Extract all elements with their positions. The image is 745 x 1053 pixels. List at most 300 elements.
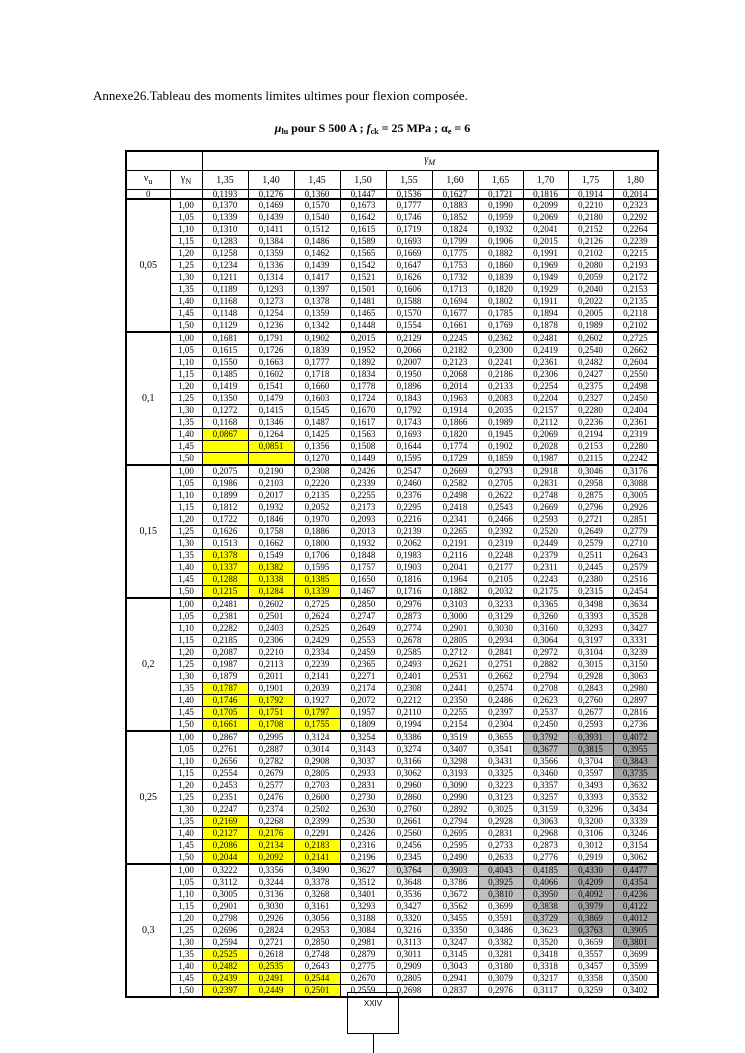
- value-cell: 0,1987: [202, 659, 248, 671]
- value-cell: 0,1945: [478, 429, 523, 441]
- value-cell: 0,2374: [248, 804, 294, 816]
- value-cell: 0,2793: [478, 465, 523, 478]
- value-cell: 0,1820: [432, 429, 478, 441]
- value-cell: 0,3486: [478, 925, 523, 937]
- value-cell: 0,3246: [613, 828, 658, 840]
- gamma-n-cell: 1,35: [170, 816, 202, 828]
- value-cell: 0,1270: [294, 453, 340, 466]
- value-cell: 0,1969: [523, 260, 568, 272]
- value-cell: 0,1991: [523, 248, 568, 260]
- value-cell: 0,3365: [523, 598, 568, 611]
- value-cell: 0,3247: [432, 937, 478, 949]
- gamma-n-cell: 1,30: [170, 538, 202, 550]
- value-cell: 0,1852: [432, 212, 478, 224]
- value-cell: 0,2501: [294, 985, 340, 998]
- value-cell: 0,3382: [478, 937, 523, 949]
- value-cell: 0,2341: [432, 514, 478, 526]
- value-cell: 0,3259: [568, 985, 613, 998]
- gamma-n-cell: 1,45: [170, 707, 202, 719]
- value-cell: 0,2032: [478, 586, 523, 599]
- value-cell: 0,1540: [294, 212, 340, 224]
- value-cell: 0,3260: [523, 611, 568, 623]
- page-number-line: [373, 1033, 374, 1053]
- value-cell: 0,2585: [386, 647, 432, 659]
- value-cell: 0,1859: [478, 453, 523, 466]
- value-cell: 0,2618: [248, 949, 294, 961]
- value-cell: 0,3161: [294, 901, 340, 913]
- value-cell: 0,1481: [340, 296, 386, 308]
- value-cell: 0,1264: [248, 429, 294, 441]
- value-cell: 0,3427: [613, 623, 658, 635]
- value-cell: 0,2186: [478, 369, 523, 381]
- subtitle-text-1: pour S 500 A ;: [288, 121, 367, 135]
- value-cell: 0,3632: [613, 780, 658, 792]
- value-cell: 0,1718: [294, 369, 340, 381]
- value-cell: 0,2445: [568, 562, 613, 574]
- value-cell: 0,2069: [523, 429, 568, 441]
- value-cell: 0,2633: [478, 852, 523, 865]
- gamma-n-cell: 1,50: [170, 453, 202, 466]
- value-cell: 0,2661: [386, 816, 432, 828]
- value-cell: 0,2127: [202, 828, 248, 840]
- column-header: 1,55: [386, 171, 432, 190]
- nu-cell: 0,05: [126, 199, 170, 332]
- value-cell: 0,3298: [432, 756, 478, 768]
- gamma-n-cell: 1,20: [170, 913, 202, 925]
- moments-table: [125, 150, 659, 998]
- gamma-m-subscript: M: [428, 158, 436, 167]
- value-cell: 0,3015: [568, 659, 613, 671]
- value-cell: 0,3925: [478, 877, 523, 889]
- value-cell: 0,3378: [294, 877, 340, 889]
- value-cell: 0,3117: [523, 985, 568, 998]
- value-cell: 0,2015: [340, 332, 386, 345]
- value-cell: 0,3532: [613, 792, 658, 804]
- gamma-n-cell: 1,10: [170, 224, 202, 236]
- value-cell: 0,2892: [432, 804, 478, 816]
- value-cell: 0,2007: [386, 357, 432, 369]
- value-cell: 0,2039: [294, 683, 340, 695]
- value-cell: 0,2481: [202, 598, 248, 611]
- value-cell: 0,2748: [523, 490, 568, 502]
- value-cell: 0,1541: [248, 381, 294, 393]
- value-cell: 0,2028: [523, 441, 568, 453]
- value-cell: 0,1932: [478, 224, 523, 236]
- value-cell: 0,2703: [294, 780, 340, 792]
- value-cell: 0,3293: [340, 901, 386, 913]
- value-cell: 0,2212: [386, 695, 432, 707]
- table-row: [126, 647, 658, 659]
- value-cell: 0,2733: [478, 840, 523, 852]
- value-cell: 0,3106: [568, 828, 613, 840]
- value-cell: 0,2968: [523, 828, 568, 840]
- value-cell: 0,2669: [523, 502, 568, 514]
- value-cell: 0,2248: [478, 550, 523, 562]
- value-cell: 0,3150: [613, 659, 658, 671]
- value-cell: 0,3599: [613, 961, 658, 973]
- gamma-n-cell: 1,50: [170, 852, 202, 865]
- header-row-gamma-m: [126, 151, 658, 171]
- value-cell: 0,2593: [568, 719, 613, 732]
- value-cell: 0,2306: [248, 635, 294, 647]
- value-cell: 0,2981: [340, 937, 386, 949]
- table-row: [126, 405, 658, 417]
- gamma-n-cell: 1,30: [170, 804, 202, 816]
- value-cell: 0,1743: [386, 417, 432, 429]
- value-cell: 0,1989: [478, 417, 523, 429]
- value-cell: 0,2215: [613, 248, 658, 260]
- value-cell: 0,2041: [432, 562, 478, 574]
- value-cell: 0,2824: [248, 925, 294, 937]
- column-header: 1,65: [478, 171, 523, 190]
- value-cell: 0,1751: [248, 707, 294, 719]
- value-cell: 0,1356: [294, 441, 340, 453]
- value-cell: 0,3000: [432, 611, 478, 623]
- value-cell: 0,2456: [386, 840, 432, 852]
- value-cell: 0,1627: [432, 190, 478, 200]
- nu-cell: 0: [126, 190, 170, 200]
- gamma-n-cell: 1,50: [170, 320, 202, 333]
- table-row: [126, 224, 658, 236]
- annex-heading: Annexe26.Tableau des moments limites ultimes pour flexion composée.: [93, 88, 468, 103]
- table-row: [126, 695, 658, 707]
- gamma-n-cell: 1,00: [170, 465, 202, 478]
- value-cell: [202, 453, 248, 466]
- table-row: [126, 901, 658, 913]
- value-cell: 0,1899: [202, 490, 248, 502]
- value-cell: 0,3623: [523, 925, 568, 937]
- value-cell: 0,4066: [523, 877, 568, 889]
- value-cell: 0,2319: [478, 538, 523, 550]
- value-cell: 0,2113: [248, 659, 294, 671]
- value-cell: 0,2851: [613, 514, 658, 526]
- value-cell: 0,3216: [386, 925, 432, 937]
- value-cell: 0,3129: [478, 611, 523, 623]
- value-cell: 0,2953: [294, 925, 340, 937]
- gamma-n-cell: 1,40: [170, 296, 202, 308]
- value-cell: 0,2345: [386, 852, 432, 865]
- value-cell: 0,1846: [248, 514, 294, 526]
- value-cell: 0,2798: [202, 913, 248, 925]
- value-cell: 0,2323: [613, 199, 658, 212]
- value-cell: 0,2901: [432, 623, 478, 635]
- value-cell: 0,2525: [202, 949, 248, 961]
- value-cell: 0,1879: [202, 671, 248, 683]
- value-cell: 0,1929: [523, 284, 568, 296]
- table-row: [126, 417, 658, 429]
- value-cell: 0,3979: [568, 901, 613, 913]
- f-subscript: ck: [370, 127, 379, 136]
- value-cell: 0,2062: [386, 538, 432, 550]
- value-cell: 0,1866: [432, 417, 478, 429]
- value-cell: 0,2204: [523, 393, 568, 405]
- value-cell: 0,2292: [613, 212, 658, 224]
- value-cell: 0,2243: [523, 574, 568, 586]
- value-cell: 0,1644: [386, 441, 432, 453]
- value-cell: 0,1950: [386, 369, 432, 381]
- value-cell: 0,1310: [202, 224, 248, 236]
- value-cell: 0,1927: [294, 695, 340, 707]
- nu-cell: 0,1: [126, 332, 170, 465]
- value-cell: 0,1732: [432, 272, 478, 284]
- value-cell: 0,2794: [523, 671, 568, 683]
- table-row: [126, 816, 658, 828]
- gamma-n-cell: 1,45: [170, 441, 202, 453]
- gamma-n-cell: 1,05: [170, 877, 202, 889]
- value-cell: 0,2319: [613, 429, 658, 441]
- value-cell: 0,1283: [202, 236, 248, 248]
- value-cell: 0,1148: [202, 308, 248, 320]
- value-cell: 0,1462: [294, 248, 340, 260]
- value-cell: 0,1337: [202, 562, 248, 574]
- value-cell: 0,2909: [386, 961, 432, 973]
- value-cell: 0,1693: [386, 429, 432, 441]
- value-cell: 0,2516: [613, 574, 658, 586]
- value-cell: 0,2059: [568, 272, 613, 284]
- value-cell: 0,1886: [294, 526, 340, 538]
- value-cell: 0,1661: [432, 320, 478, 333]
- value-cell: 0,2782: [248, 756, 294, 768]
- value-cell: 0,2126: [568, 236, 613, 248]
- column-header: 1,40: [248, 171, 294, 190]
- value-cell: 0,1724: [340, 393, 386, 405]
- table-row: [126, 260, 658, 272]
- gamma-n-cell: 1,20: [170, 381, 202, 393]
- value-cell: 0,1774: [432, 441, 478, 453]
- value-cell: 0,2511: [568, 550, 613, 562]
- value-cell: 0,2805: [294, 768, 340, 780]
- value-cell: 0,1902: [478, 441, 523, 453]
- value-cell: 0,3046: [568, 465, 613, 478]
- value-cell: 0,1602: [248, 369, 294, 381]
- value-cell: 0,1397: [294, 284, 340, 296]
- table-row: [126, 635, 658, 647]
- mu-symbol: μ: [274, 121, 282, 135]
- value-cell: 0,1882: [432, 586, 478, 599]
- value-cell: 0,2995: [248, 731, 294, 744]
- gamma-n-cell: 1,00: [170, 864, 202, 877]
- value-cell: 0,2926: [613, 502, 658, 514]
- value-cell: 0,2669: [432, 465, 478, 478]
- value-cell: 0,3434: [613, 804, 658, 816]
- value-cell: 0,2600: [294, 792, 340, 804]
- value-cell: 0,1800: [294, 538, 340, 550]
- value-cell: 0,2397: [202, 985, 248, 998]
- value-cell: 0,3792: [523, 731, 568, 744]
- value-cell: 0,3254: [340, 731, 386, 744]
- gamma-n-cell: 1,30: [170, 937, 202, 949]
- value-cell: 0,1513: [202, 538, 248, 550]
- value-cell: 0,1705: [202, 707, 248, 719]
- value-cell: 0,2449: [523, 538, 568, 550]
- value-cell: 0,2141: [294, 671, 340, 683]
- value-cell: 0,2236: [568, 417, 613, 429]
- column-header: 1,70: [523, 171, 568, 190]
- value-cell: [248, 453, 294, 466]
- value-cell: 0,2850: [294, 937, 340, 949]
- gamma-n-cell: 1,20: [170, 647, 202, 659]
- value-cell: 0,1617: [340, 417, 386, 429]
- table-body: [126, 151, 658, 997]
- value-cell: 0,2381: [202, 611, 248, 623]
- value-cell: 0,1906: [478, 236, 523, 248]
- value-cell: 0,2696: [202, 925, 248, 937]
- gamma-n-cell: 1,05: [170, 345, 202, 357]
- value-cell: 0,2582: [432, 478, 478, 490]
- value-cell: 0,2725: [613, 332, 658, 345]
- value-cell: 0,1615: [202, 345, 248, 357]
- value-cell: 0,2087: [202, 647, 248, 659]
- table-row: [126, 526, 658, 538]
- gamma-n-cell: 1,50: [170, 719, 202, 732]
- value-cell: 0,1272: [202, 405, 248, 417]
- value-cell: 0,2308: [294, 465, 340, 478]
- table-row: [126, 393, 658, 405]
- value-cell: 0,2295: [386, 502, 432, 514]
- table-row: [126, 478, 658, 490]
- value-cell: 0,1417: [294, 272, 340, 284]
- value-cell: 0,3500: [613, 973, 658, 985]
- value-cell: 0,3320: [386, 913, 432, 925]
- value-cell: 0,2172: [613, 272, 658, 284]
- table-row: [126, 574, 658, 586]
- value-cell: 0,1448: [340, 320, 386, 333]
- value-cell: 0,2976: [478, 985, 523, 998]
- value-cell: 0,2736: [613, 719, 658, 732]
- value-cell: 0,2502: [294, 804, 340, 816]
- value-cell: 0,2960: [386, 780, 432, 792]
- value-cell: 0,2427: [568, 369, 613, 381]
- gamma-n-cell: 1,10: [170, 357, 202, 369]
- value-cell: 0,2670: [340, 973, 386, 985]
- value-cell: 0,2450: [523, 719, 568, 732]
- table-row: [126, 538, 658, 550]
- value-cell: 0,1839: [478, 272, 523, 284]
- value-cell: 0,2068: [432, 369, 478, 381]
- value-cell: 0,3063: [613, 671, 658, 683]
- value-cell: 0,2721: [248, 937, 294, 949]
- value-cell: 0,1615: [340, 224, 386, 236]
- value-cell: 0,3200: [568, 816, 613, 828]
- value-cell: 0,1273: [248, 296, 294, 308]
- value-cell: 0,2102: [568, 248, 613, 260]
- value-cell: 0,3704: [568, 756, 613, 768]
- gamma-n-cell: 1,05: [170, 611, 202, 623]
- value-cell: 0,2255: [432, 707, 478, 719]
- column-header: 1,45: [294, 171, 340, 190]
- value-cell: 0,3520: [523, 937, 568, 949]
- value-cell: 0,2816: [613, 707, 658, 719]
- value-cell: 0,2191: [432, 538, 478, 550]
- value-cell: 0,2695: [432, 828, 478, 840]
- value-cell: 0,2177: [478, 562, 523, 574]
- value-cell: 0,3519: [432, 731, 478, 744]
- value-cell: 0,3512: [340, 877, 386, 889]
- value-cell: 0,2280: [613, 441, 658, 453]
- value-cell: 0,2941: [432, 973, 478, 985]
- value-cell: 0,3331: [613, 635, 658, 647]
- value-cell: 0,2264: [613, 224, 658, 236]
- value-cell: 0,3063: [523, 816, 568, 828]
- value-cell: 0,2875: [568, 490, 613, 502]
- gamma-n-cell: 1,35: [170, 284, 202, 296]
- value-cell: 0,3541: [478, 744, 523, 756]
- value-cell: 0,2315: [568, 586, 613, 599]
- value-cell: 0,4092: [568, 889, 613, 901]
- value-cell: 0,2908: [294, 756, 340, 768]
- value-cell: 0,2843: [568, 683, 613, 695]
- value-cell: 0,1911: [523, 296, 568, 308]
- value-cell: 0,1258: [202, 248, 248, 260]
- value-cell: 0,1986: [202, 478, 248, 490]
- value-cell: 0,2621: [432, 659, 478, 671]
- value-cell: 0,2379: [523, 550, 568, 562]
- table-row: [126, 550, 658, 562]
- value-cell: 0,2805: [432, 635, 478, 647]
- table-row: [126, 284, 658, 296]
- value-cell: 0,1809: [340, 719, 386, 732]
- value-cell: 0,3011: [386, 949, 432, 961]
- value-cell: 0,2173: [340, 502, 386, 514]
- gamma-n-cell: 1,15: [170, 236, 202, 248]
- table-row: [126, 683, 658, 695]
- value-cell: 0,1370: [202, 199, 248, 212]
- value-cell: 0,1382: [248, 562, 294, 574]
- value-cell: 0,1896: [386, 381, 432, 393]
- table-row: [126, 490, 658, 502]
- value-cell: 0,2705: [478, 478, 523, 490]
- value-cell: 0,3145: [432, 949, 478, 961]
- value-cell: 0,3677: [523, 744, 568, 756]
- value-cell: 0,1677: [432, 308, 478, 320]
- value-cell: 0,2547: [386, 465, 432, 478]
- value-cell: 0,1550: [202, 357, 248, 369]
- value-cell: 0,1338: [248, 574, 294, 586]
- value-cell: 0,1990: [478, 199, 523, 212]
- value-cell: 0,3112: [202, 877, 248, 889]
- value-cell: 0,3005: [202, 889, 248, 901]
- value-cell: 0,2439: [202, 973, 248, 985]
- value-cell: 0,2604: [613, 357, 658, 369]
- value-cell: 0,1626: [202, 526, 248, 538]
- value-cell: 0,2123: [432, 357, 478, 369]
- value-cell: 0,3528: [613, 611, 658, 623]
- table-row: [126, 973, 658, 985]
- table-row: [126, 889, 658, 901]
- value-cell: 0,3801: [613, 937, 658, 949]
- table-row: [126, 768, 658, 780]
- value-cell: 0,2193: [613, 260, 658, 272]
- value-cell: 0,3123: [478, 792, 523, 804]
- subtitle-text-2: = 25 MPa ;: [378, 121, 442, 135]
- value-cell: 0,3950: [523, 889, 568, 901]
- value-cell: 0,1276: [248, 190, 294, 200]
- value-cell: 0,1792: [248, 695, 294, 707]
- column-header: 1,80: [613, 171, 658, 190]
- table-row: [126, 441, 658, 453]
- value-cell: 0,2460: [386, 478, 432, 490]
- value-cell: 0,1570: [386, 308, 432, 320]
- value-cell: 0,1339: [202, 212, 248, 224]
- value-cell: 0,2017: [248, 490, 294, 502]
- value-cell: 0,2879: [340, 949, 386, 961]
- gamma-n-cell: 1,45: [170, 973, 202, 985]
- value-cell: 0,2183: [294, 840, 340, 852]
- value-cell: 0,1797: [294, 707, 340, 719]
- value-cell: 0,2560: [386, 828, 432, 840]
- gamma-n-subscript: N: [185, 177, 192, 186]
- value-cell: 0,2594: [202, 937, 248, 949]
